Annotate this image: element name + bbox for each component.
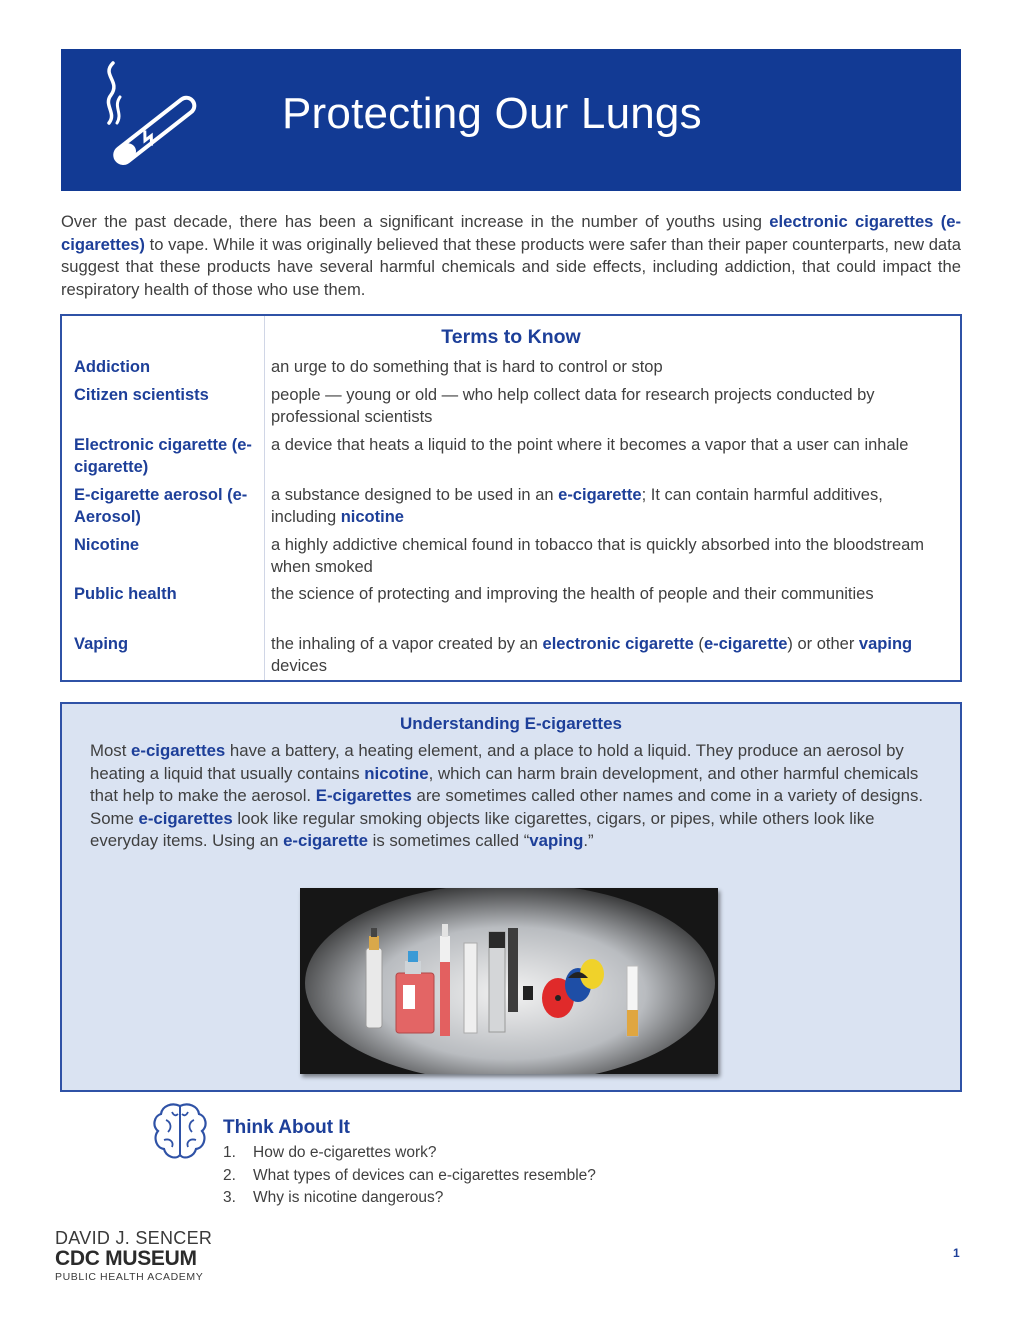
column-divider — [264, 316, 265, 680]
term-definition — [271, 633, 951, 677]
def-text: a substance designed to be used in an — [271, 486, 559, 504]
understanding-heading: Understanding E-cigarettes — [400, 714, 622, 733]
body-highlight: E-cigarettes — [315, 786, 412, 806]
body-text: .” — [583, 831, 594, 851]
body-highlight: vaping — [529, 831, 584, 851]
body-text: , which can harm brain development, and other harmful chemicals that help to make the aerosol. — [90, 763, 919, 806]
ecigarette-illustration — [300, 888, 718, 1074]
header-banner — [61, 49, 961, 191]
body-text: look like regular smoking objects like cigarettes, cigars, or pipes, while others look like everyday items. Using an — [90, 808, 875, 851]
term-definition: the science of protecting and improving the health of people and their communities — [271, 585, 874, 603]
understanding-paragraph — [90, 740, 942, 853]
term-label: Citizen scientists — [74, 386, 209, 404]
body-text: is sometimes called “ — [367, 831, 530, 851]
body-highlight: e-cigarettes — [138, 808, 233, 828]
question-number: 3. — [223, 1189, 236, 1206]
terms-table — [60, 314, 962, 682]
term-definition: people — young or old — who help collect data for research projects conducted by professional scientists — [271, 386, 875, 426]
term-definition: a device that heats a liquid to the point where it becomes a vapor that a user can inhale — [271, 436, 909, 454]
term-definition: a highly addictive chemical found in tobacco that is quickly absorbed into the bloodstream when smoked — [271, 536, 925, 576]
intro-text-1: Over the past decade, there has been a significant increase in the number of youths using — [61, 212, 770, 231]
body-highlight: e-cigarette — [283, 831, 368, 851]
term-label: E-cigarette aerosol (e-Aerosol) — [74, 486, 248, 526]
ecigarette-devices-photo — [300, 888, 718, 1074]
question-text: How do e-cigarettes work? — [253, 1144, 437, 1161]
body-highlight: e-cigarettes — [131, 741, 226, 760]
def-text: devices — [271, 657, 327, 675]
body-highlight: nicotine — [364, 763, 429, 783]
question-list — [223, 1142, 596, 1210]
body-text: have a battery, a heating element, and a place to hold a liquid. They produce an aerosol by heating a liquid that usually contains — [90, 741, 904, 783]
question-number: 2. — [223, 1166, 236, 1184]
def-text: ( — [693, 635, 704, 653]
page-number: 1 — [953, 1246, 960, 1260]
cdc-museum-logo — [55, 1228, 212, 1284]
term-label: Vaping — [74, 635, 129, 653]
body-text: Most — [90, 741, 132, 760]
cigarette-smoke-icon — [99, 59, 199, 169]
intro-paragraph — [61, 211, 961, 301]
def-highlight: vaping — [858, 635, 913, 653]
question-number: 1. — [223, 1144, 236, 1161]
def-highlight: e-cigarette — [703, 635, 788, 653]
term-label: Electronic cigarette (e-cigarette) — [74, 436, 252, 476]
list-item — [223, 1187, 596, 1210]
brain-icon — [150, 1100, 210, 1164]
term-definition — [271, 484, 951, 528]
intro-highlight: electronic cigarettes (e-cigarettes) — [61, 212, 961, 254]
def-highlight: nicotine — [340, 508, 404, 526]
body-text: are sometimes called other names and come in a variety of designs. Some — [90, 786, 923, 828]
logo-line-3: PUBLIC HEALTH ACADEMY — [55, 1271, 204, 1283]
list-item — [223, 1142, 596, 1165]
term-label: Nicotine — [74, 536, 140, 554]
def-highlight: electronic cigarette — [542, 635, 694, 653]
understanding-box — [60, 702, 962, 1092]
term-definition: an urge to do something that is hard to control or stop — [271, 358, 663, 376]
think-about-it-heading: Think About It — [223, 1117, 350, 1138]
logo-line-1: DAVID J. SENCER — [55, 1228, 213, 1248]
page-title: Protecting Our Lungs — [282, 89, 702, 138]
def-text: the inhaling of a vapor created by an — [271, 635, 543, 653]
list-item — [223, 1165, 596, 1188]
logo-line-2: CDC MUSEUM — [55, 1247, 197, 1270]
term-label: Public health — [74, 585, 177, 603]
terms-heading: Terms to Know — [441, 326, 581, 348]
def-text: ; It can contain harmful additives, including — [271, 486, 883, 526]
question-text: Why is nicotine dangerous? — [253, 1189, 444, 1206]
term-label: Addiction — [74, 358, 151, 376]
question-text: What types of devices can e-cigarettes resemble? — [253, 1166, 596, 1184]
def-text: ) or other — [787, 635, 859, 653]
def-highlight: e-cigarette — [558, 486, 642, 504]
intro-text-2: to vape. While it was originally believed that these products were safer than their paper counterparts, new data suggest that these products have several harmful chemicals and side effects, including addiction, that could impact the respiratory health of those who use them. — [61, 234, 961, 299]
